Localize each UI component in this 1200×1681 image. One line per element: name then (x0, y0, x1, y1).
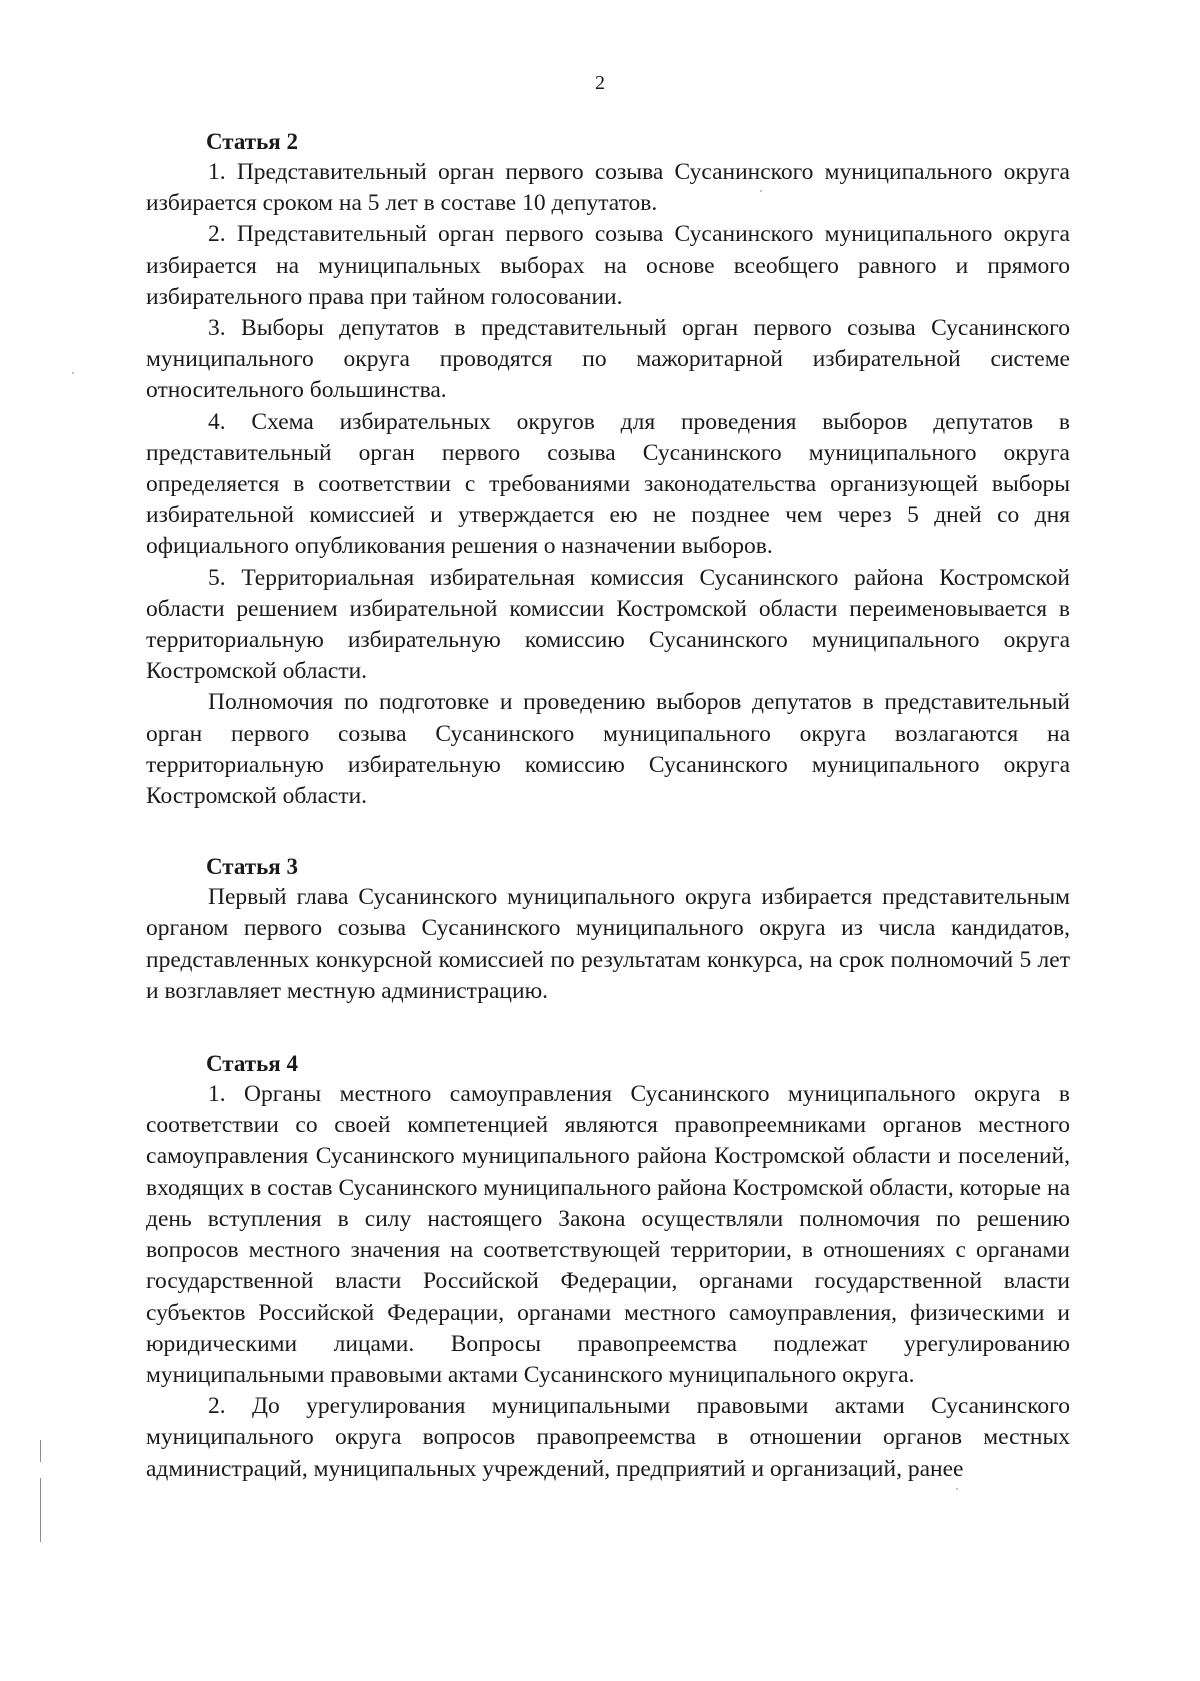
article-4 (146, 1048, 1070, 1485)
article-heading: Статья 2 (206, 129, 298, 154)
scan-speck (72, 372, 74, 374)
paragraph: 1. Представительный орган первого созыва Сусанинского муниципального округа избирается сроком на 5 лет в составе 10 депутатов. (146, 159, 1070, 217)
scan-speck (956, 1488, 958, 1490)
paragraph: 1. Органы местного самоуправления Сусанинского муниципального округа в соответствии со своей компетенцией являются правопреемниками органов местного самоуправления Сусанинского муниципального района Костромской области и поселений, входящих в состав Сусанинского муниципального района Костромской области, которые на день вступления в силу настоящего Закона осуществляли полномочия по решению вопросов местного значения на соответствующей территории, в отношениях с органами государственной власти Российской Федерации, органами государственной власти субъектов Российской Федерации, органами местного самоуправления, физическими и юридическими лицами. Вопросы правопреемства подлежат урегулированию муниципальными правовыми актами Сусанинского муниципального округа. (146, 1081, 1070, 1388)
scan-margin-mark (40, 1440, 41, 1462)
paragraph: 2. До урегулирования муниципальными правовыми актами Сусанинского муниципального округа вопросов правопреемства в отношении органов местных администраций, муниципальных учреждений, предприятий и организаций, ранее (146, 1393, 1070, 1482)
document-body (146, 126, 1070, 1485)
scan-margin-mark (40, 1478, 41, 1542)
article-3 (146, 851, 1070, 1007)
scan-speck (760, 190, 762, 192)
paragraph: 3. Выборы депутатов в представительный орган первого созыва Сусанинского муниципального округа проводятся по мажоритарной избирательной системе относительного большинства. (146, 315, 1070, 404)
article-heading: Статья 3 (206, 854, 298, 880)
article-heading: Статья 4 (206, 1051, 298, 1077)
paragraph: Полномочия по подготовке и проведению выборов депутатов в представительный орган первого созыва Сусанинского муниципального округа возлагаются на территориальную избирательную комиссию Сусанинского муниципального округа Костромской области. (146, 689, 1070, 810)
paragraph: 5. Территориальная избирательная комиссия Сусанинского района Костромской области решением избирательной комиссии Костромской области переименовывается в территориальную избирательную комиссию Сусанинского муниципального округа Костромской области. (146, 564, 1070, 685)
paragraph: Первый глава Сусанинского муниципального округа избирается представительным органом первого созыва Сусанинского муниципального округа из числа кандидатов, представленных конкурсной комиссией по результатам конкурса, на срок полномочий 5 лет и возглавляет местную администрацию. (146, 884, 1070, 1004)
paragraph: 2. Представительный орган первого созыва Сусанинского муниципального округа избирается на муниципальных выборах на основе всеобщего равного и прямого избирательного права при тайном голосовании. (146, 221, 1070, 310)
article-2 (146, 126, 1070, 812)
paragraph: 4. Схема избирательных округов для проведения выборов депутатов в представительный орган первого созыва Сусанинского муниципального округа определяется в соответствии с требованиями законодательства организующей выборы избирательной комиссией и утверждается ею не позднее чем через 5 дней со дня официального опубликования решения о назначении выборов. (146, 408, 1070, 560)
page-number: 2 (595, 72, 605, 94)
